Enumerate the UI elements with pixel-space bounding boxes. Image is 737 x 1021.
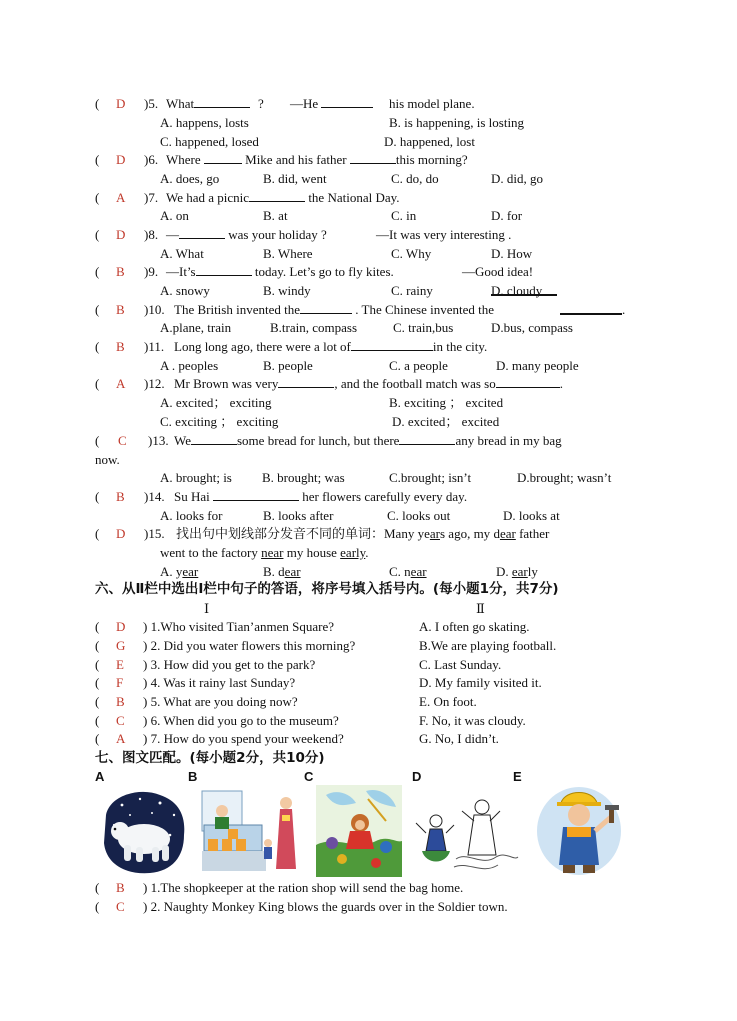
blank [278, 374, 334, 388]
picture-match-sentence: ) 1.The shopkeeper at the ration shop will send the bag home. [143, 880, 464, 895]
ration-shop-picture [198, 785, 306, 877]
blank [300, 300, 352, 314]
matching-option: E. On foot. [419, 694, 477, 709]
answer-8: D [116, 227, 126, 242]
matching-answer: D [116, 619, 126, 634]
matching-answer: C [116, 713, 125, 728]
matching-option: C. Last Sunday. [419, 657, 502, 672]
matching-answer: A [116, 731, 126, 746]
blank [196, 262, 252, 276]
answer-14: B [116, 489, 125, 504]
matching-question: ) 7. How do you spend your weekend? [143, 731, 344, 746]
blank [496, 374, 560, 388]
blank [491, 282, 557, 296]
section-7-title: 七、图文匹配。(每小题2分，共10分) [95, 750, 325, 766]
matching-question: ) 5. What are you doing now? [143, 694, 298, 709]
picture-match-answer: C [116, 899, 125, 914]
matching-answer: E [116, 657, 124, 672]
answer-6: D [116, 152, 126, 167]
blank [194, 94, 250, 108]
monkey-king-picture [316, 785, 402, 877]
matching-question: ) 3. How did you get to the park? [143, 657, 316, 672]
matching-question: ) 4. Was it rainy last Sunday? [143, 675, 296, 690]
answer-7: A [116, 190, 126, 205]
blank [249, 188, 305, 202]
matching-question: ) 2. Did you water flowers this morning? [143, 638, 356, 653]
matching-option: D. My family visited it. [419, 675, 542, 690]
matching-option: G. No, I didn’t. [419, 731, 499, 746]
matching-option: A. I often go skating. [419, 619, 530, 634]
blank [560, 302, 622, 315]
answer-5: D [116, 96, 126, 111]
sketch-figures-picture [410, 785, 520, 877]
worker-picture [535, 785, 631, 877]
matching-question: ) 1.Who visited Tian’anmen Square? [143, 619, 334, 634]
blank [399, 431, 455, 445]
answer-9: B [116, 264, 125, 279]
picture-match-sentence: ) 2. Naughty Monkey King blows the guards over in the Soldier town. [143, 899, 508, 914]
matching-question: ) 6. When did you go to the museum? [143, 713, 339, 728]
matching-option: F. No, it was cloudy. [419, 713, 526, 728]
matching-answer: G [116, 638, 126, 653]
answer-12: A [116, 376, 126, 391]
matching-answer: B [116, 694, 125, 709]
matching-answer: F [116, 675, 124, 690]
blank [351, 337, 433, 351]
blank [350, 150, 396, 164]
matching-option: B.We are playing football. [419, 638, 557, 653]
section-6-title: 六、从Ⅱ栏中选出Ⅰ栏中句子的答语，将序号填入括号内。(每小题1分，共7分) [95, 581, 559, 597]
worksheet-page: ( D )5. What ? —He his model plane. A. happens, losts B. is happening, is losting C. happened, losed D. happened, lost ( D )6. Where Mike and his father this morning? A. does, go B. did, went C. do, do D. did, go ( A )7. We had a picnic the National Day. A. on B. at C. in D. for ( D )8. — was your holiday ? —It was very interesting . A. What B. Where C. Why D. How ( B )9. —It’s today. Let’s go to fly kites. —Good idea! A. snowy B. windy C. rainy D. cloudy ( B )10. The British invented the . The Chinese invented the . A.plane, train B.train, compass C. train,bus D.bus, compass ( B )11. Long long ago, there were a lot of in the city. A . peoples B. people C. a people D. many people ( A )12. Mr Brown was very , and the football match was so . A. excited； exciting B. exciting ； excited C. exciting ； exciting D. excited； excited ( C )13. We some bread for lunch, but there any bread in my bag now. A. brought; is B. brought; was C.brought; isn’t D.brought; wasn’t ( B )14. Su Hai her flowers carefully every day. A. looks for B. looks after C. looks out D. looks at ( D )15. 找出句中划线部分发音不同的单词：Many years ago, my dear father went to the factory near my house early. A. year B. dear C. near D. early 六、从Ⅱ栏中选出Ⅰ栏中句子的答语，将序号填入括号内。(每小题1分，共7分) Ⅰ Ⅱ ( D ) 1.Who visited Tian’anmen Square? A. I often go skating. ( G ) 2. Did you water flowers this morning? B.We are playing football. ( E ) 3. How did you get to the park? C. Last Sunday. ( F ) 4. Was it rainy last Sunday? D. My family visited it. ( B ) 5. What are you doing now? E. On foot. ( C ) 6. When did you go to the museum? F. No, it was cloudy. ( A ) 7. How do you spend your weekend? G. No, I didn’t. 七、图文匹配。(每小题2分，共10分) A B C D E ( B ) 1.The shopkeeper at the ration shop will send the bag home. ( C ) 2. Naughty Monkey King blows the guards over in the Soldier town. [0, 0, 737, 1021]
picture-match-answer: B [116, 880, 125, 895]
blank [321, 94, 373, 108]
answer-10: B [116, 302, 125, 317]
answer-15: D [116, 526, 126, 541]
blank [204, 150, 242, 164]
blank [213, 487, 299, 501]
blank [179, 225, 225, 239]
answer-13: C [118, 433, 127, 448]
blank [191, 431, 237, 445]
polar-bear-picture [100, 785, 188, 877]
answer-11: B [116, 339, 125, 354]
